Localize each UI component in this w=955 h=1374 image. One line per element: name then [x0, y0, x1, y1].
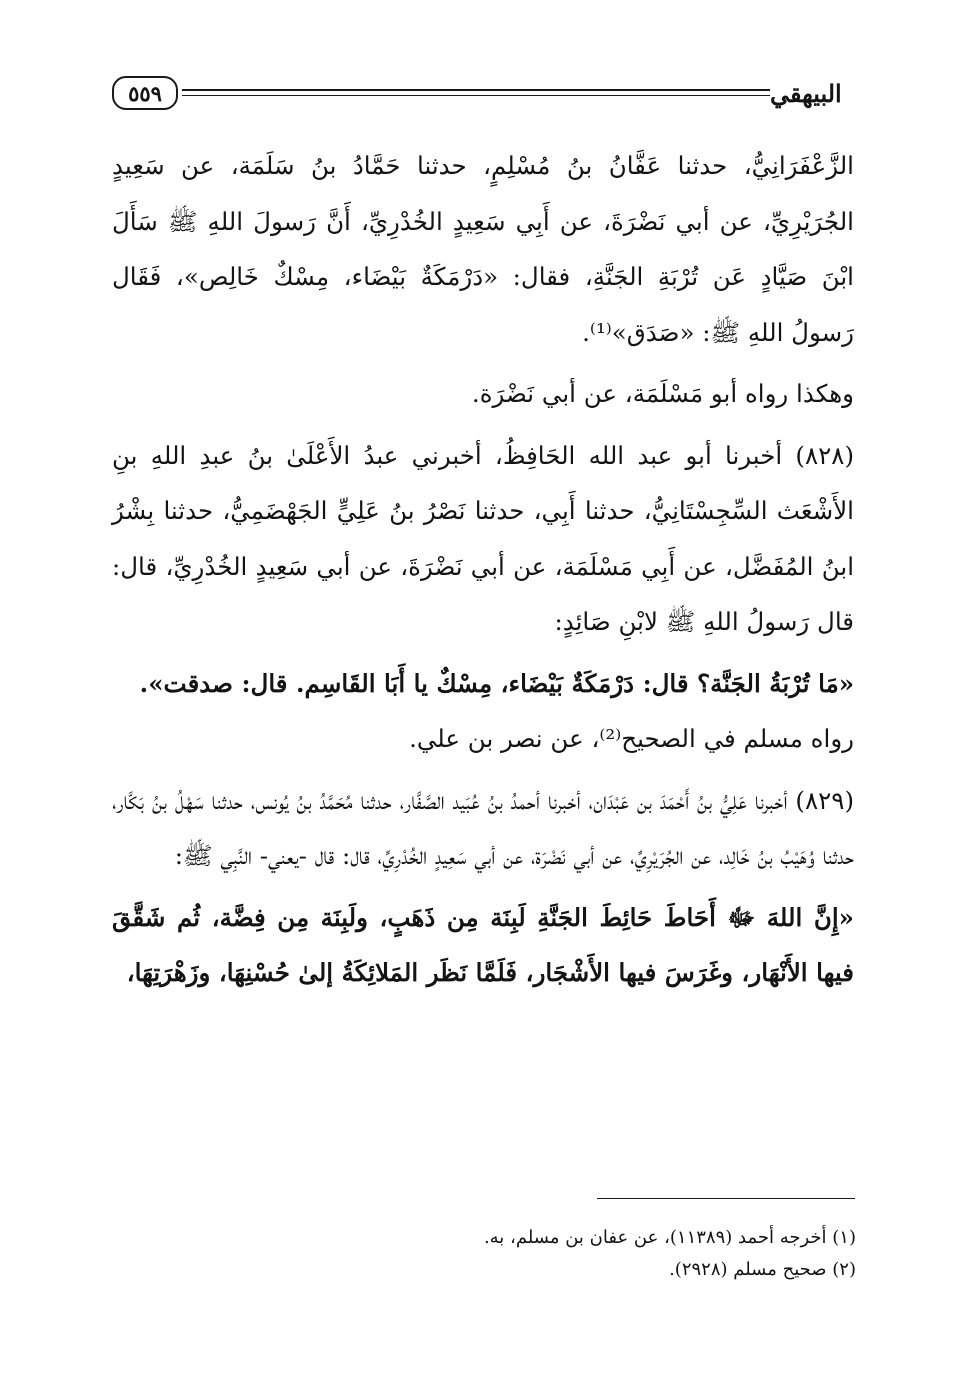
- paragraph: رواه مسلم في الصحيح⁽²⁾، عن نصر بن علي.: [409, 724, 854, 753]
- page-header: [112, 72, 854, 114]
- footnote-rule: [597, 1198, 855, 1199]
- page-number-badge: ٥٥٩: [112, 76, 178, 110]
- paragraph: (٨٢٩) أخبرنا عَلِيُّ بنُ أَحْمَدَ بن عَبْدَان، أخبرنا أحمدُ بنُ عُبَيد الصَّفَّار، حدثنا مُحَمَّدُ بنُ يُونس، حدثنا سَهْلُ بنُ بَكَّار، حدثنا وُهَيْبُ بنُ خَالِد، عن الجُرَيْرِيِّ، عن أبي نَضْرَة، عن أبي سَعِيدٍ الخُدْرِيِّ، قال: قال -يعني- النَّبِي ﷺ:: [112, 785, 854, 870]
- main-text: [112, 138, 854, 1001]
- footnotes: [112, 1222, 856, 1286]
- header-rule: [182, 89, 770, 96]
- running-head: البيهقي: [770, 78, 842, 108]
- hadith-quote: «إِنَّ اللهَ ﷻ أَحَاطَ حَائِطَ الجَنَّةِ لَبِنَة مِن ذَهَبٍ، ولَبِنَة مِن فِضَّة، ثُم شَقَّقَ فيها الأَنْهَار، وغَرَسَ فيها الأَشْجَار، فَلَمَّا نَظَر المَلائِكَةُ إلىٰ حُسْنِهَا، وزَهْرَتِهَا،: [112, 902, 854, 987]
- paragraph: وهكذا رواه أبو مَسْلَمَة، عن أبي نَضْرَة.: [471, 379, 854, 408]
- paragraph: الزَّعْفَرَانِيُّ، حدثنا عَفَّانُ بنُ مُسْلِمٍ، حدثنا حَمَّادُ بنُ سَلَمَة، عن سَعِيدٍ الجُرَيْرِيِّ، عن أبي نَضْرَةَ، عن أَبِي سَعِيدٍ الخُدْرِيِّ، أَنَّ رَسولَ اللهِ ﷺ سَأَلَ ابْنَ صَيَّادٍ عَن تُرْبَةِ الجَنَّةِ، فقال: «دَرْمَكَةٌ بَيْضَاء، مِسْكٌ خَالِص»، فَقَال رَسولُ اللهِ ﷺ: «صَدَق»⁽¹⁾.: [112, 151, 854, 347]
- hadith-quote: «مَا تُرْبَةُ الجَنَّة؟ قال: دَرْمَكَةٌ بَيْضَاء، مِسْكٌ يا أَبَا القَاسِم. قال: صدقت».: [139, 668, 854, 698]
- footnote: (٢) صحيح مسلم (٢٩٢٨).: [669, 1259, 856, 1280]
- footnote: (١) أخرجه أحمد (١١٣٨٩)، عن عفان بن مسلم، به.: [483, 1227, 856, 1248]
- paragraph: (٨٢٨) أخبرنا أبو عبد الله الحَافِظُ، أخبرني عبدُ الأَعْلَىٰ بنُ عبدِ اللهِ بنِ الأَشْعَث السِّجِسْتَانِيُّ، حدثنا أَبِي، حدثنا نَصْرُ بنُ عَلِيٍّ الجَهْضَمِيُّ، حدثنا بِشْرُ ابنُ المُفَضَّل، عن أَبِي مَسْلَمَة، عن أبي نَضْرَةَ، عن أبي سَعِيدٍ الخُدْرِيِّ، قال: قال رَسولُ اللهِ ﷺ لابْنِ صَائِدٍ:: [112, 440, 854, 636]
